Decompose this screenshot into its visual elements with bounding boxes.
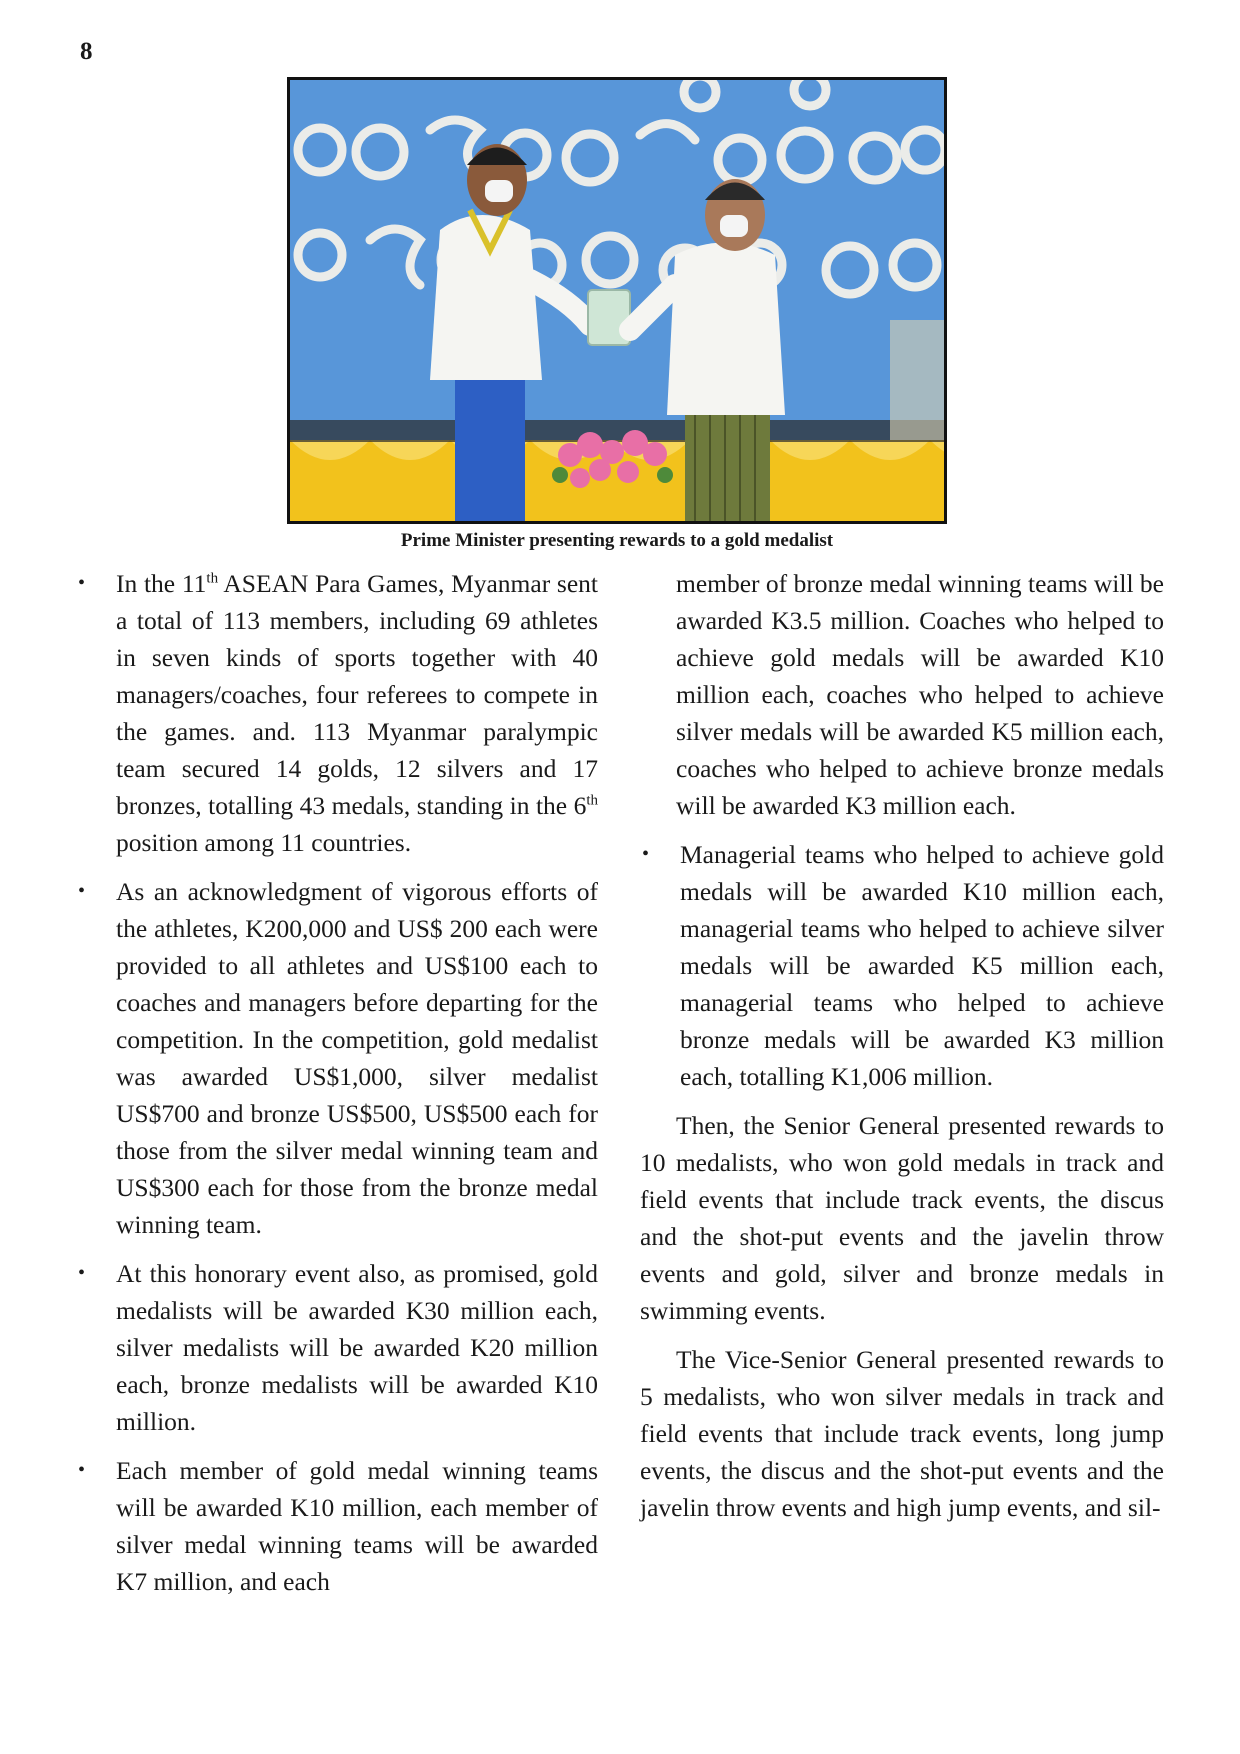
left-column xyxy=(76,565,598,1612)
bullet-text-part: ASEAN Para Games, Myanmar sent a total of 113 members, including 69 athletes in seven kinds of sports together with 40 managers/coaches, four referees to compete in the games. and. 113 Myanmar paralympic team secured 14 golds, 12 silvers and 17 bronzes, totalling 43 medals, standing in the 6 xyxy=(116,569,598,820)
bullet-icon: • xyxy=(78,1459,86,1481)
bullet-icon: • xyxy=(78,572,86,594)
bullet-icon: • xyxy=(78,1262,86,1284)
list-item xyxy=(76,1452,598,1600)
left-bullet-list xyxy=(76,565,598,1600)
list-item xyxy=(76,565,598,861)
list-item xyxy=(76,1255,598,1440)
right-column xyxy=(640,565,1164,1538)
right-bullet-list xyxy=(640,836,1164,1095)
list-item xyxy=(76,873,598,1243)
bullet-icon: • xyxy=(78,880,86,902)
news-photo xyxy=(287,77,947,524)
bullet-text: Each member of gold medal winning teams will be awarded K10 million, each member of silver medal winning teams will be awarded K7 million, and each xyxy=(116,1456,598,1596)
page-number: 8 xyxy=(80,38,93,65)
bullet-text-part: position among 11 countries. xyxy=(116,828,412,857)
bullet-text: At this honorary event also, as promised, gold medalists will be awarded K30 million each, silver medalists will be awarded K20 million each, bronze medalists will be awarded K10 million. xyxy=(116,1259,598,1436)
award-ceremony-illustration xyxy=(290,80,944,521)
body-paragraph: Then, the Senior General presented rewards to 10 medalists, who won gold medals in track and field events that include track events, the discus and the shot-put events and the javelin throw events and gold, silver and bronze medals in swimming events. xyxy=(640,1111,1164,1325)
bullet-text: As an acknowledgment of vigorous efforts of the athletes, K200,000 and US$ 200 each were provided to all athletes and US$100 each to coaches and managers before departing for the competition. In the competition, gold medalist was awarded US$1,000, silver medalist US$700 and bronze US$500, US$500 each for those from the silver medal winning team and US$300 each for those from the bronze medal winning team. xyxy=(116,877,598,1239)
ordinal-suffix: th xyxy=(586,792,598,809)
ordinal-suffix: th xyxy=(206,570,219,587)
photo-caption: Prime Minister presenting rewards to a gold medalist xyxy=(400,530,834,551)
list-item xyxy=(640,836,1164,1095)
continued-bullet-text: member of bronze medal winning teams will be awarded K3.5 million. Coaches who helped to achieve gold medals will be awarded K10 million each, coaches who helped to achieve silver medals will be awarded K5 million each, coaches who helped to achieve bronze medals will be awarded K3 million each. xyxy=(676,569,1164,820)
bullet-text: Managerial teams who helped to achieve gold medals will be awarded K10 million each, managerial teams who helped to achieve silver medals will be awarded K5 million each, managerial teams who helped to achieve bronze medals will be awarded K3 million each, totalling K1,006 million. xyxy=(680,840,1164,1091)
bullet-text-part: In the 11 xyxy=(116,569,207,598)
bullet-icon: • xyxy=(642,843,650,865)
body-paragraph: The Vice-Senior General presented rewards to 5 medalists, who won silver medals in track and field events that include track events, long jump events, the discus and the shot-put events and the javelin throw events and high jump events, and sil- xyxy=(640,1345,1164,1522)
